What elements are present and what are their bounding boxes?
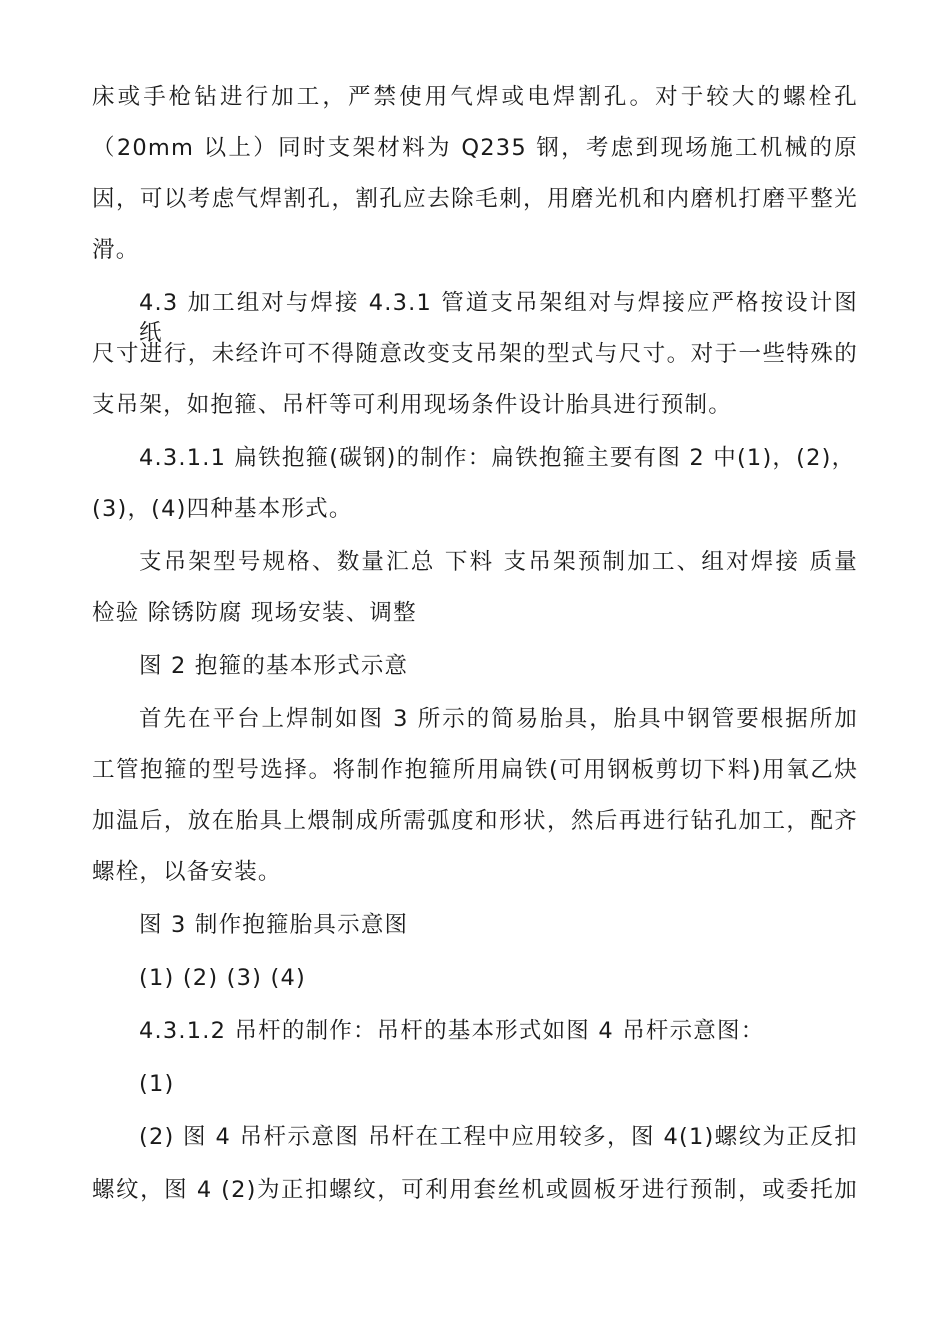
paragraph-line: 螺栓，以备安装。 [92, 859, 282, 885]
subsection-line: 4.3.1.1 扁铁抱箍(碳钢)的制作：扁铁抱箍主要有图 2 中(1)，(2)， [139, 445, 856, 471]
paragraph-line: (2) 图 4 吊杆示意图 吊杆在工程中应用较多，图 4(1)螺纹为正反扣 [139, 1124, 858, 1150]
figure-caption: 图 2 抱箍的基本形式示意 [139, 653, 409, 679]
section-heading-line: 4.3 加工组对与焊接 4.3.1 管道支吊架组对与焊接应严格按设计图纸 [139, 290, 858, 346]
paragraph-line: 滑。 [92, 237, 140, 263]
paragraph-line: （20mm 以上）同时支架材料为 Q235 钢，考虑到现场施工机械的原 [92, 135, 858, 161]
paragraph-line: 螺纹，图 4 (2)为正扣螺纹，可利用套丝机或圆板牙进行预制，或委托加 [92, 1177, 858, 1203]
flow-steps-line: 支吊架型号规格、数量汇总 下料 支吊架预制加工、组对焊接 质量 [139, 549, 858, 575]
paragraph-line: 工管抱箍的型号选择。将制作抱箍所用扁铁(可用钢板剪切下料)用氧乙炔 [92, 757, 858, 783]
paragraph-line: 首先在平台上焊制如图 3 所示的简易胎具，胎具中钢管要根据所加 [139, 706, 858, 732]
paragraph-line: 尺寸进行，未经许可不得随意改变支吊架的型式与尺寸。对于一些特殊的 [92, 341, 858, 367]
flow-steps-line: 检验 除锈防腐 现场安装、调整 [92, 600, 417, 626]
paragraph-line: 加温后，放在胎具上煨制成所需弧度和形状，然后再进行钻孔加工，配齐 [92, 808, 858, 834]
figure-labels: (1) [139, 1071, 175, 1097]
paragraph-line: 支吊架，如抱箍、吊杆等可利用现场条件设计胎具进行预制。 [92, 392, 732, 418]
figure-labels: (1) (2) (3) (4) [139, 965, 306, 991]
subsection-line: 4.3.1.2 吊杆的制作：吊杆的基本形式如图 4 吊杆示意图： [139, 1018, 765, 1044]
paragraph-line: (3)，(4)四种基本形式。 [92, 496, 353, 522]
paragraph-line: 床或手枪钻进行加工，严禁使用气焊或电焊割孔。对于较大的螺栓孔 [92, 84, 858, 110]
paragraph-line: 因，可以考虑气焊割孔，割孔应去除毛刺，用磨光机和内磨机打磨平整光 [92, 186, 858, 212]
figure-caption: 图 3 制作抱箍胎具示意图 [139, 912, 409, 938]
